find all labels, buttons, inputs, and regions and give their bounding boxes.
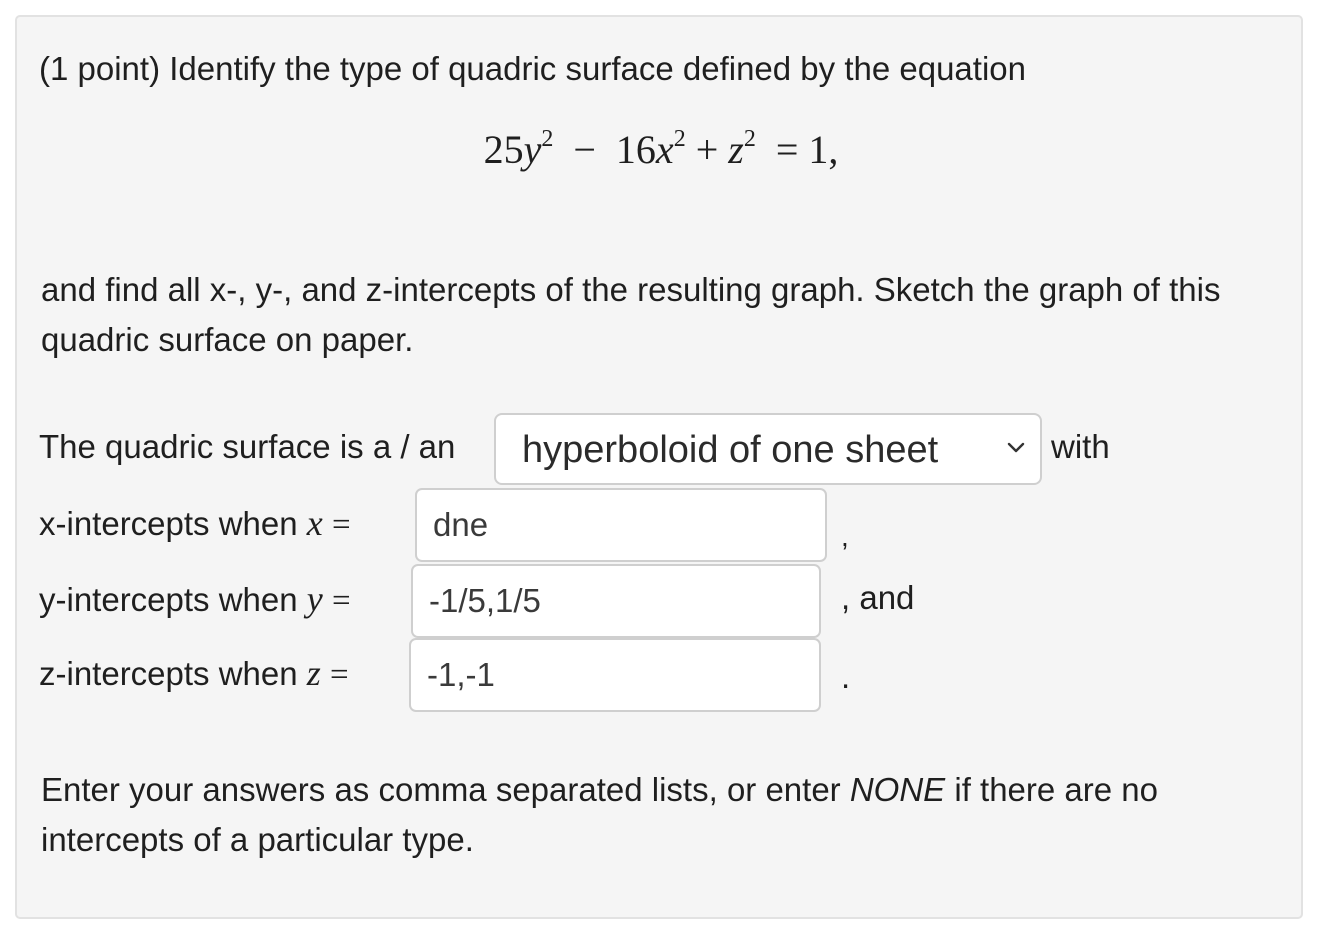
eq-var-z: z <box>728 127 744 172</box>
with-label: with <box>1051 428 1110 465</box>
note-text-end: if there are no intercepts of a particular type. <box>41 771 1158 858</box>
z-suffix: . <box>841 658 851 695</box>
x-intercepts-label <box>39 503 351 545</box>
eq-exp-3: 2 <box>743 126 756 152</box>
y-suffix: , and <box>841 579 915 616</box>
x-label-text: x-intercepts when <box>39 505 298 542</box>
chevron-down-icon <box>1004 435 1028 459</box>
eq-var-x: x <box>655 127 674 172</box>
equation <box>17 125 1305 175</box>
points-label: (1 point) <box>39 50 161 87</box>
surface-type-select[interactable] <box>494 413 1042 485</box>
eq-coef-2: 16 <box>615 127 656 172</box>
problem-card <box>15 15 1303 919</box>
question-header <box>39 49 1026 89</box>
eq-var-y: y <box>523 127 542 172</box>
z-equals: = <box>329 657 349 693</box>
eq-op-plus: + <box>695 127 719 172</box>
z-intercepts-input[interactable] <box>409 638 821 712</box>
x-equals: = <box>331 507 351 543</box>
z-label-text: z-intercepts when <box>39 655 298 692</box>
eq-coef-1: 25 <box>483 127 524 172</box>
answer-format-note <box>41 765 1281 865</box>
surface-type-value: hyperboloid of one sheet <box>522 429 939 471</box>
eq-rhs: = 1, <box>775 127 839 172</box>
y-label-text: y-intercepts when <box>39 581 298 618</box>
eq-exp-1: 2 <box>541 126 554 152</box>
z-intercepts-label <box>39 653 349 695</box>
eq-exp-2: 2 <box>673 126 686 152</box>
surface-label: The quadric surface is a / an <box>39 428 456 465</box>
y-intercepts-label <box>39 579 351 621</box>
y-equals: = <box>331 583 351 619</box>
eq-op-minus: − <box>573 127 596 172</box>
y-variable: y <box>306 579 323 619</box>
question-prompt: Identify the type of quadric surface defined by the equation <box>169 50 1026 87</box>
x-suffix: , <box>841 521 849 552</box>
note-text-start: Enter your answers as comma separated lists, or enter <box>41 771 850 808</box>
x-variable: x <box>306 503 323 543</box>
note-none-keyword: NONE <box>849 771 946 808</box>
z-variable: z <box>306 653 321 693</box>
x-intercepts-input[interactable] <box>415 488 827 562</box>
instructions-text: and find all x-, y-, and z-intercepts of the resulting graph. Sketch the graph of this quadric surface on paper. <box>41 271 1221 358</box>
y-intercepts-input[interactable] <box>411 564 821 638</box>
